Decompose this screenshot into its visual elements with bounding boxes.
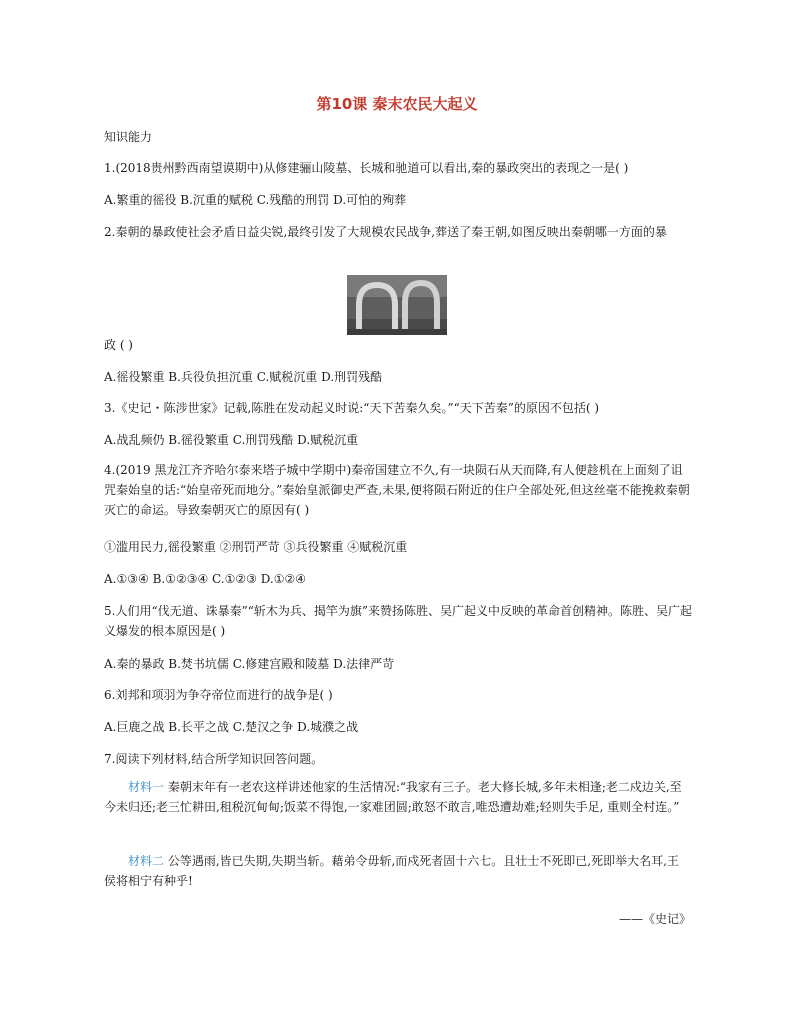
- q3-stem: 3.《史记・陈涉世家》记载,陈胜在发动起义时说:“天下苦秦久矣。”“天下苦秦”的原因不包括( ): [104, 401, 600, 415]
- q6-options: A.巨鹿之战 B.长平之战 C.楚汉之争 D.城濮之战: [104, 720, 359, 734]
- material-one-label: 材料一: [128, 780, 165, 794]
- q6-stem: 6.刘邦和项羽为争夺帝位而进行的战争是( ): [104, 688, 333, 702]
- material-two-text: 公等遇雨,皆已失期,失期当斩。藉弟令毋斩,而戍死者固十六七。且壮士不死即已,死即举大名耳,王侯将相宁有种乎!: [104, 854, 679, 888]
- q3-options: A.战乱频仍 B.徭役繁重 C.刑罚残酷 D.赋税沉重: [104, 433, 359, 447]
- q2-options: A.徭役繁重 B.兵役负担沉重 C.赋税沉重 D.刑罚残酷: [104, 370, 383, 384]
- stone-arch-figure: [347, 275, 447, 335]
- q4-stem: 4.(2019 黑龙江齐齐哈尔泰来塔子城中学期中)秦帝国建立不久,有一块陨石从天而降,有人便趁机在上面刻了诅咒秦始皇的话:“始皇帝死而地分。”秦始皇派御史严查,未果,便将陨石附近的住户全部处死,但这丝毫不能挽救秦朝灭亡的命运。导致秦朝灭亡的原因有( ): [104, 463, 690, 517]
- q2-stem-end: 政 ( ): [104, 338, 133, 352]
- page-title: 第10课 秦末农民大起义: [316, 95, 478, 113]
- q4-choices: ①滥用民力,徭役繁重 ②刑罚严苛 ③兵役繁重 ④赋税沉重: [104, 540, 408, 554]
- section-heading: 知识能力: [104, 130, 153, 144]
- q5-stem: 5.人们用“伐无道、诛暴秦”“斩木为兵、揭竿为旗”来赞扬陈胜、吴广起义中反映的革命首创精神。陈胜、吴广起义爆发的根本原因是( ): [104, 604, 692, 638]
- q4-options: A.①③④ B.①②③④ C.①②③ D.①②④: [104, 572, 306, 586]
- q1-stem: 1.(2018贵州黔西南望谟期中)从修建骊山陵墓、长城和驰道可以看出,秦的暴政突出的表现之一是( ): [104, 161, 629, 175]
- q2-stem: 2.秦朝的暴政使社会矛盾日益尖锐,最终引发了大规模农民战争,葬送了秦王朝,如图反映出秦朝哪一方面的暴: [104, 225, 667, 239]
- arch-photo-icon: [347, 275, 447, 335]
- material-one: [104, 777, 690, 817]
- material-two: [104, 851, 690, 891]
- material-one-text: 秦朝末年有一老农这样讲述他家的生活情况:“我家有三子。老大修长城,多年未相逢;老二戍边关,至今未归还;老三忙耕田,租税沉甸甸;饭菜不得饱,一家难团圆;敢怒不敢言,唯恐遭劫难;轻则失手足, 重则全村连。”: [104, 780, 682, 814]
- q5-options: A.秦的暴政 B.焚书坑儒 C.修建宫殿和陵墓 D.法律严苛: [104, 657, 395, 671]
- material-source: ——《史记》: [618, 912, 691, 926]
- q1-options: A.繁重的徭役 B.沉重的赋税 C.残酷的刑罚 D.可怕的殉葬: [104, 193, 407, 207]
- material-two-label: 材料二: [128, 854, 165, 868]
- q7-stem: 7.阅读下列材料,结合所学知识回答问题。: [104, 752, 324, 766]
